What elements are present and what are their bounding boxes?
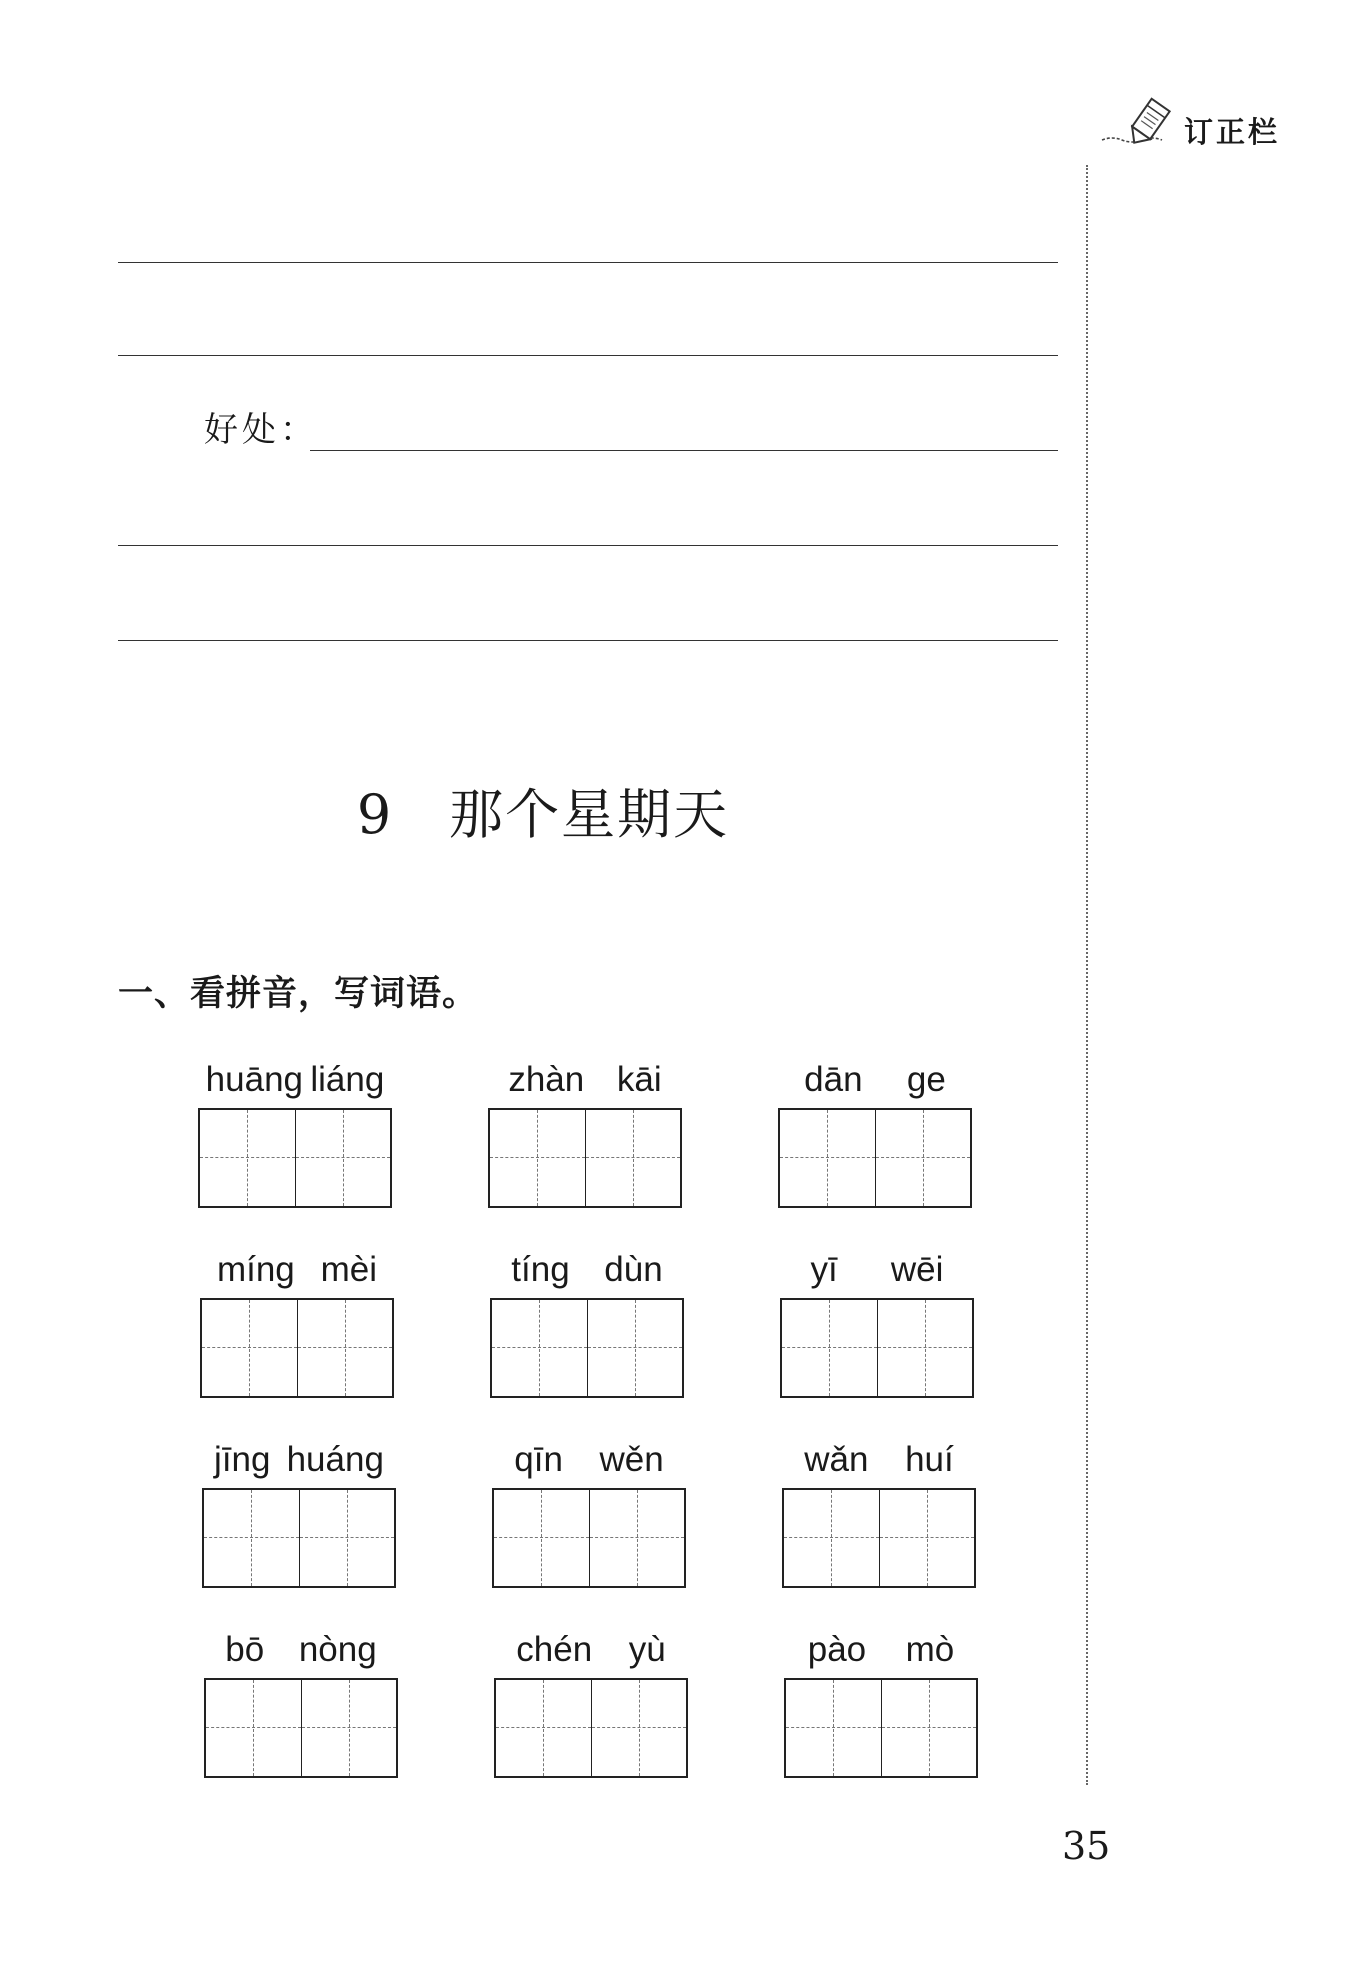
writing-line	[118, 355, 1058, 356]
character-grid[interactable]	[202, 1488, 396, 1588]
pinyin-item	[778, 1050, 972, 1208]
pinyin-syllable: dùn	[604, 1250, 663, 1289]
character-cell[interactable]	[784, 1490, 879, 1586]
correction-column-header	[1100, 96, 1320, 156]
character-grid[interactable]	[784, 1678, 978, 1778]
lesson-number: 9	[356, 783, 394, 846]
character-cell[interactable]	[301, 1680, 396, 1776]
pinyin-syllable: dān	[804, 1060, 863, 1099]
pinyin-item	[494, 1620, 688, 1778]
character-grid[interactable]	[492, 1488, 686, 1588]
character-cell[interactable]	[206, 1680, 301, 1776]
pinyin-syllable: qīn	[514, 1440, 563, 1479]
page-number: 35	[1062, 1824, 1111, 1868]
pinyin-syllable: pào	[807, 1630, 867, 1669]
lesson-title-text: 那个星期天	[449, 783, 730, 846]
pinyin-syllable: wěn	[599, 1440, 664, 1479]
pinyin-syllable: zhàn	[508, 1060, 585, 1099]
pinyin-syllable: huí	[905, 1440, 954, 1479]
pinyin-syllable: nòng	[298, 1630, 377, 1669]
character-grid[interactable]	[782, 1488, 976, 1588]
writing-line	[118, 545, 1058, 546]
character-cell[interactable]	[589, 1490, 684, 1586]
pinyin-item	[488, 1050, 682, 1208]
pinyin-item	[782, 1430, 976, 1588]
correction-column-label: 订正栏	[1184, 115, 1281, 149]
character-grid[interactable]	[200, 1298, 394, 1398]
pencil-icon	[1100, 96, 1186, 152]
benefit-label: 好处：	[204, 410, 318, 450]
pinyin-item	[784, 1620, 978, 1778]
pinyin-syllable: chén	[516, 1630, 593, 1669]
character-cell[interactable]	[881, 1680, 976, 1776]
pinyin-syllable: wēi	[890, 1250, 944, 1289]
lesson-title	[0, 772, 1086, 849]
character-cell[interactable]	[200, 1110, 295, 1206]
pinyin-syllable: jīng	[214, 1440, 271, 1479]
pinyin-item	[200, 1240, 394, 1398]
writing-line	[118, 640, 1058, 641]
pinyin-syllable: wǎn	[804, 1440, 869, 1479]
character-grid[interactable]	[780, 1298, 974, 1398]
pinyin-syllable: mèi	[320, 1250, 378, 1289]
character-cell[interactable]	[780, 1110, 875, 1206]
character-cell[interactable]	[297, 1300, 392, 1396]
pinyin-syllable: míng	[216, 1250, 295, 1289]
pinyin-syllable: bō	[225, 1630, 265, 1669]
character-cell[interactable]	[204, 1490, 299, 1586]
pinyin-syllable: yī	[810, 1250, 838, 1289]
character-cell[interactable]	[591, 1680, 686, 1776]
character-cell[interactable]	[496, 1680, 591, 1776]
character-grid[interactable]	[198, 1108, 392, 1208]
correction-column-divider	[1086, 165, 1088, 1785]
character-cell[interactable]	[786, 1680, 881, 1776]
character-cell[interactable]	[879, 1490, 974, 1586]
pinyin-item	[780, 1240, 974, 1398]
writing-line	[310, 450, 1058, 451]
writing-line	[118, 262, 1058, 263]
character-cell[interactable]	[295, 1110, 390, 1206]
pinyin-syllable: ge	[906, 1060, 946, 1099]
pinyin-item	[204, 1620, 398, 1778]
pinyin-syllable: kāi	[616, 1060, 662, 1099]
character-cell[interactable]	[202, 1300, 297, 1396]
character-cell[interactable]	[585, 1110, 680, 1206]
pinyin-item	[202, 1430, 396, 1588]
pinyin-syllable: huáng	[286, 1440, 384, 1479]
section-heading: 一、看拼音，写词语。	[118, 974, 479, 1014]
character-grid[interactable]	[778, 1108, 972, 1208]
pinyin-syllable: liáng	[310, 1060, 385, 1099]
character-grid[interactable]	[494, 1678, 688, 1778]
character-cell[interactable]	[875, 1110, 970, 1206]
pinyin-item	[492, 1430, 686, 1588]
pinyin-syllable: yù	[628, 1630, 666, 1669]
character-cell[interactable]	[782, 1300, 877, 1396]
pinyin-item	[198, 1050, 392, 1208]
pinyin-item	[490, 1240, 684, 1398]
pinyin-syllable: mò	[905, 1630, 955, 1669]
character-cell[interactable]	[492, 1300, 587, 1396]
pinyin-syllable: huāng	[205, 1060, 303, 1099]
pinyin-syllable: tíng	[511, 1250, 570, 1289]
character-cell[interactable]	[494, 1490, 589, 1586]
character-grid[interactable]	[204, 1678, 398, 1778]
character-grid[interactable]	[490, 1298, 684, 1398]
character-cell[interactable]	[877, 1300, 972, 1396]
character-cell[interactable]	[299, 1490, 394, 1586]
character-cell[interactable]	[490, 1110, 585, 1206]
character-cell[interactable]	[587, 1300, 682, 1396]
character-grid[interactable]	[488, 1108, 682, 1208]
